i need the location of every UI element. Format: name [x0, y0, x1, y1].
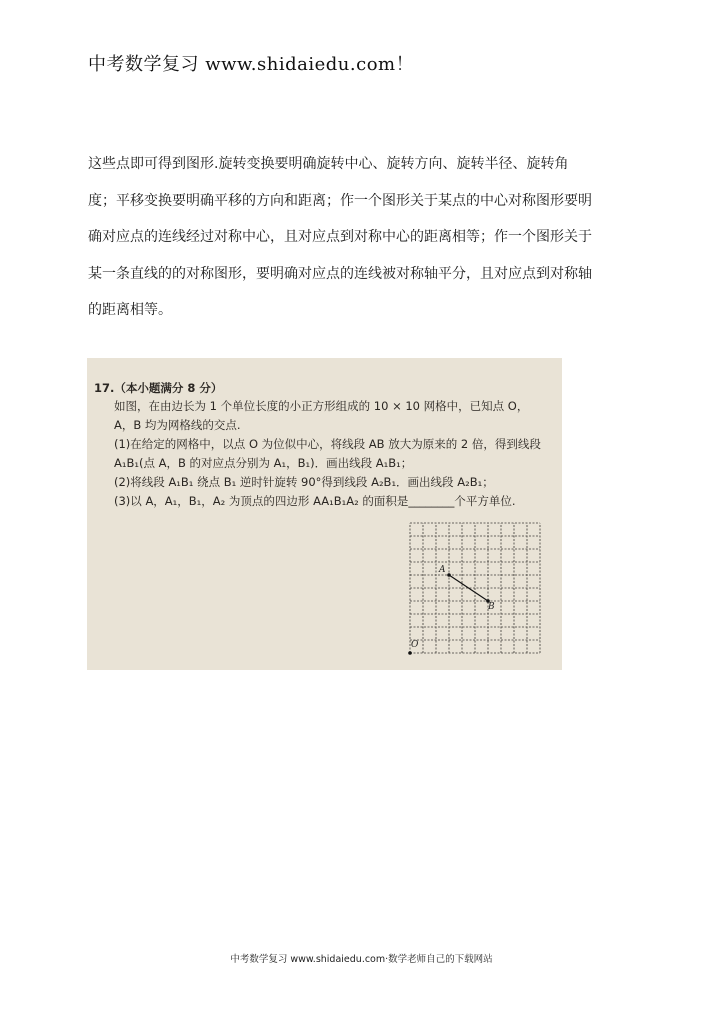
- problem-line: A₁B₁(点 A，B 的对应点分别为 A₁，B₁)．画出线段 A₁B₁；: [114, 456, 413, 470]
- body-paragraph: [88, 146, 633, 329]
- body-line: 某一条直线的的对称图形，要明确对应点的连线被对称轴平分，且对应点到对称轴: [88, 265, 592, 282]
- grid-svg: [407, 520, 543, 656]
- problem-line: (3)以 A，A₁，B₁，A₂ 为顶点的四边形 AA₁B₁A₂ 的面积是________个平方单位.: [114, 494, 516, 508]
- problem-line: (1)在给定的网格中，以点 O 为位似中心，将线段 AB 放大为原来的 2 倍，得到线段: [114, 437, 541, 451]
- point-label-b: B: [488, 602, 495, 612]
- point-o: [408, 651, 412, 655]
- problem-number: 17.（本小题满分 8 分）: [94, 381, 223, 395]
- problem-line: A，B 均为网格线的交点.: [114, 418, 241, 432]
- problem-line: 如图，在由边长为 1 个单位长度的小正方形组成的 10 × 10 网格中，已知点 O，: [114, 399, 529, 413]
- body-line: 这些点即可得到图形.旋转变换要明确旋转中心、旋转方向、旋转半径、旋转角: [88, 156, 569, 172]
- scanned-problem-image: [87, 358, 562, 670]
- problem-line: (2)将线段 A₁B₁ 绕点 B₁ 逆时针旋转 90°得到线段 A₂B₁．画出线段 A₂B₁；: [114, 475, 494, 489]
- body-line: 确对应点的连线经过对称中心，且对应点到对称中心的距离相等；作一个图形关于: [88, 229, 592, 245]
- point-a: [447, 573, 451, 577]
- body-line: 的距离相等。: [88, 302, 172, 318]
- grid-figure: [407, 520, 543, 656]
- body-line: 度；平移变换要明确平移的方向和距离；作一个图形关于某点的中心对称图形要明: [88, 192, 592, 209]
- page-header: 中考数学复习 www.shidaiedu.com！: [88, 54, 415, 75]
- point-label-o: O: [411, 640, 419, 650]
- point-label-a: A: [439, 565, 446, 575]
- page-footer: 中考数学复习 www.shidaiedu.com·数学老师自己的下载网站: [230, 954, 493, 965]
- segment-ab: [449, 575, 488, 601]
